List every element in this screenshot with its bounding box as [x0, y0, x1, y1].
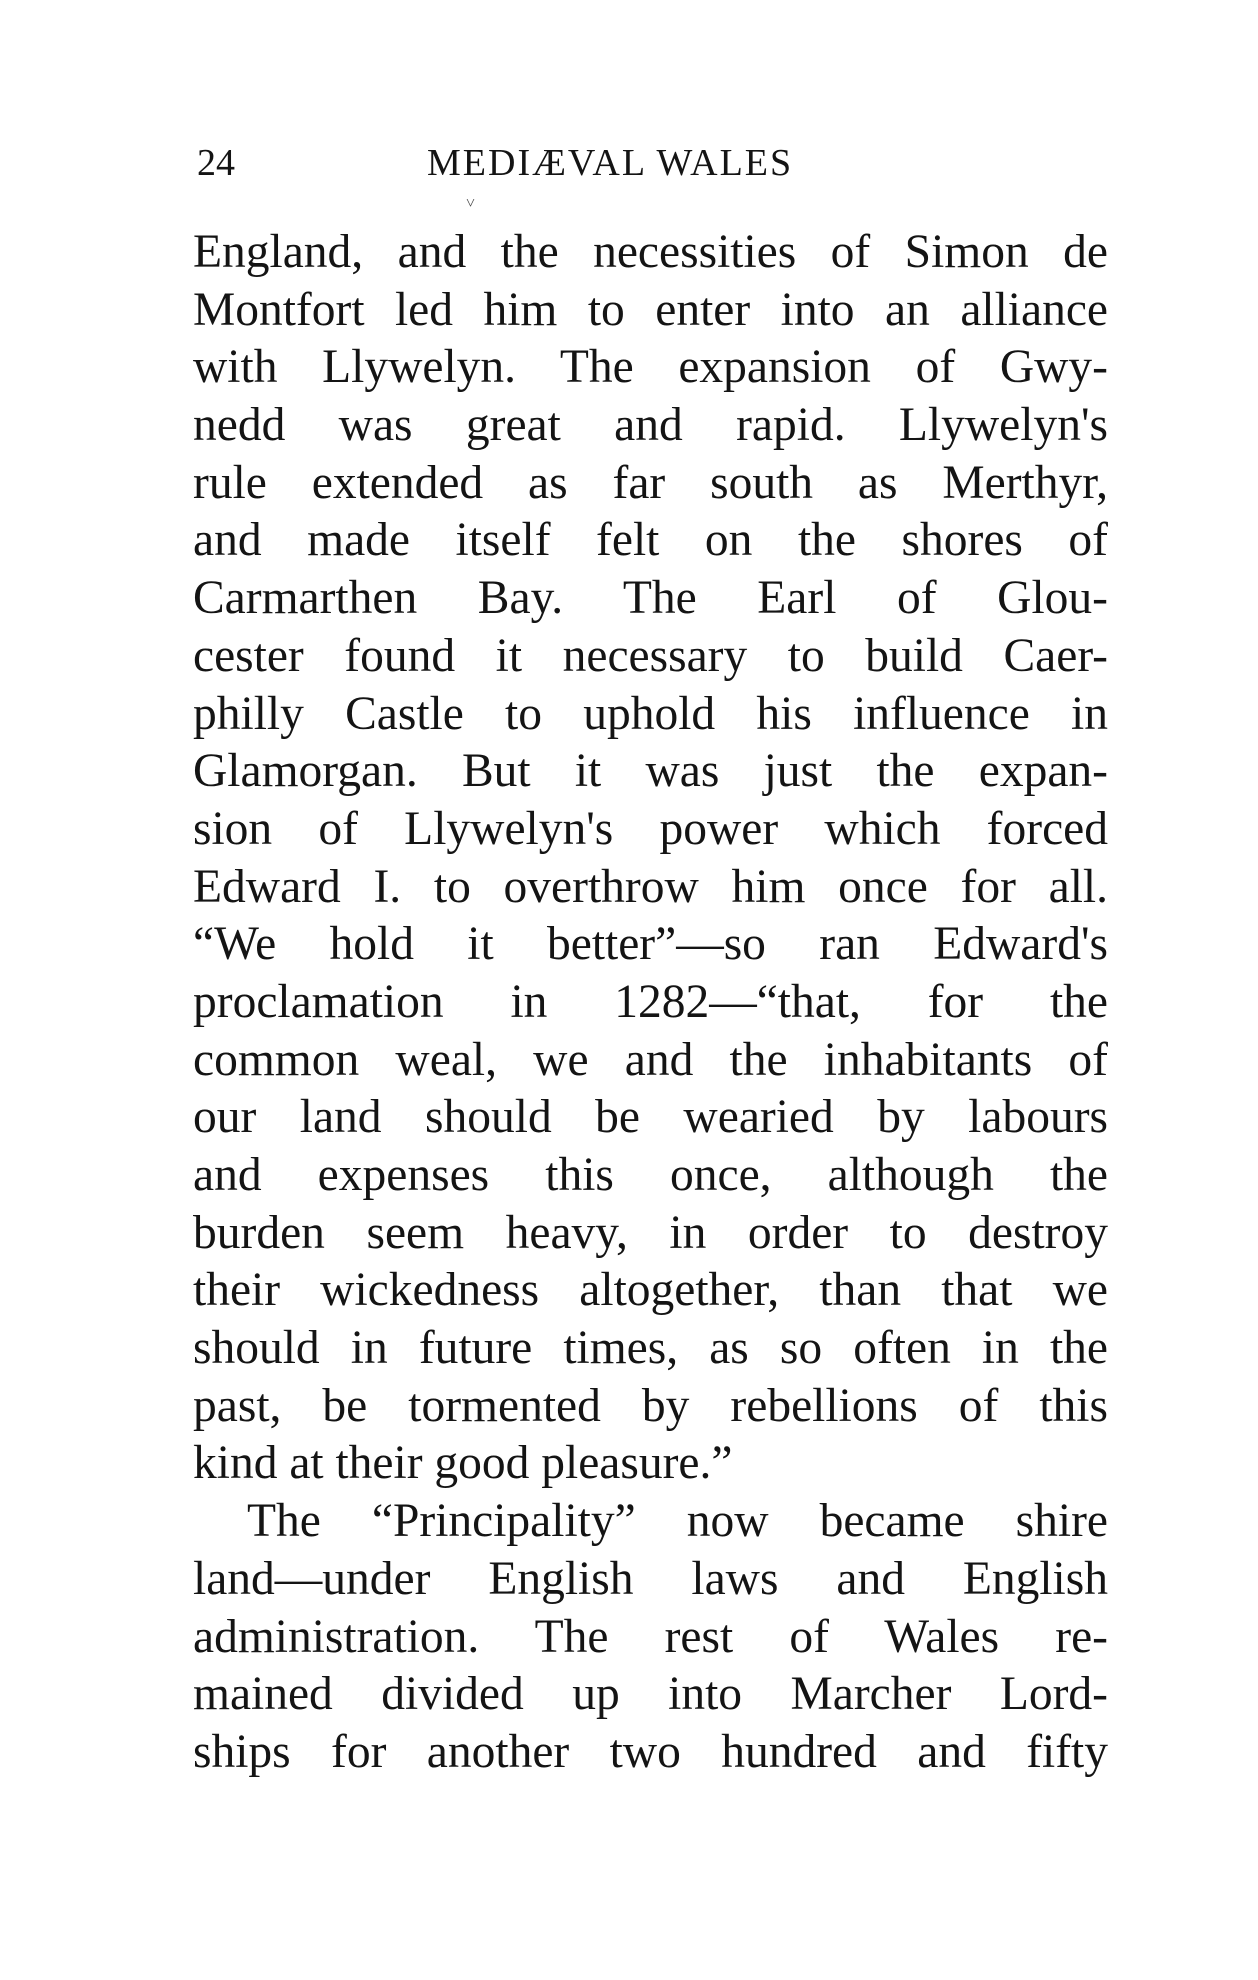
stray-ink-mark: ˅	[466, 195, 476, 212]
text-line: cester found it necessary to build Caer-	[193, 629, 1108, 682]
text-line: sion of Llywelyn's power which forced	[193, 802, 1108, 855]
paragraph-start-line: The “Principality” now became shire	[247, 1495, 1108, 1548]
text-line: common weal, we and the inhabitants of	[193, 1033, 1108, 1086]
text-line: burden seem heavy, in order to destroy	[193, 1206, 1108, 1259]
text-line: nedd was great and rapid. Llywelyn's	[193, 399, 1108, 452]
text-line: should in future times, as so often in the	[193, 1322, 1108, 1375]
running-head: MEDIÆVAL WALES	[427, 142, 794, 184]
text-line: mained divided up into Marcher Lord-	[193, 1668, 1108, 1721]
text-line: “We hold it better”—so ran Edward's	[193, 918, 1108, 971]
body-text	[193, 224, 1108, 1782]
text-line: philly Castle to uphold his influence in	[193, 687, 1108, 740]
text-line: kind at their good pleasure.”	[193, 1437, 733, 1490]
text-line: England, and the necessities of Simon de	[193, 226, 1108, 278]
text-line: and made itself felt on the shores of	[193, 514, 1108, 567]
text-line: our land should be wearied by labours	[193, 1091, 1108, 1144]
page-header	[197, 138, 1107, 188]
text-line: their wickedness altogether, than that we	[193, 1264, 1108, 1317]
text-line: Edward I. to overthrow him once for all.	[193, 860, 1108, 913]
page-number: 24	[197, 142, 235, 184]
text-line: land—under English laws and English	[193, 1552, 1108, 1605]
text-line: past, be tormented by rebellions of this	[193, 1379, 1108, 1432]
text-line: administration. The rest of Wales re-	[193, 1610, 1108, 1663]
text-line: ships for another two hundred and fifty	[193, 1725, 1108, 1778]
text-line: proclamation in 1282—“that, for the	[193, 975, 1108, 1028]
text-line: and expenses this once, although the	[193, 1149, 1108, 1201]
text-line: Carmarthen Bay. The Earl of Glou-	[193, 572, 1108, 625]
text-line: with Llywelyn. The expansion of Gwy-	[193, 341, 1108, 394]
text-line: Glamorgan. But it was just the expan-	[193, 745, 1108, 798]
text-line: rule extended as far south as Merthyr,	[193, 456, 1108, 509]
text-line: Montfort led him to enter into an alliance	[193, 283, 1108, 336]
